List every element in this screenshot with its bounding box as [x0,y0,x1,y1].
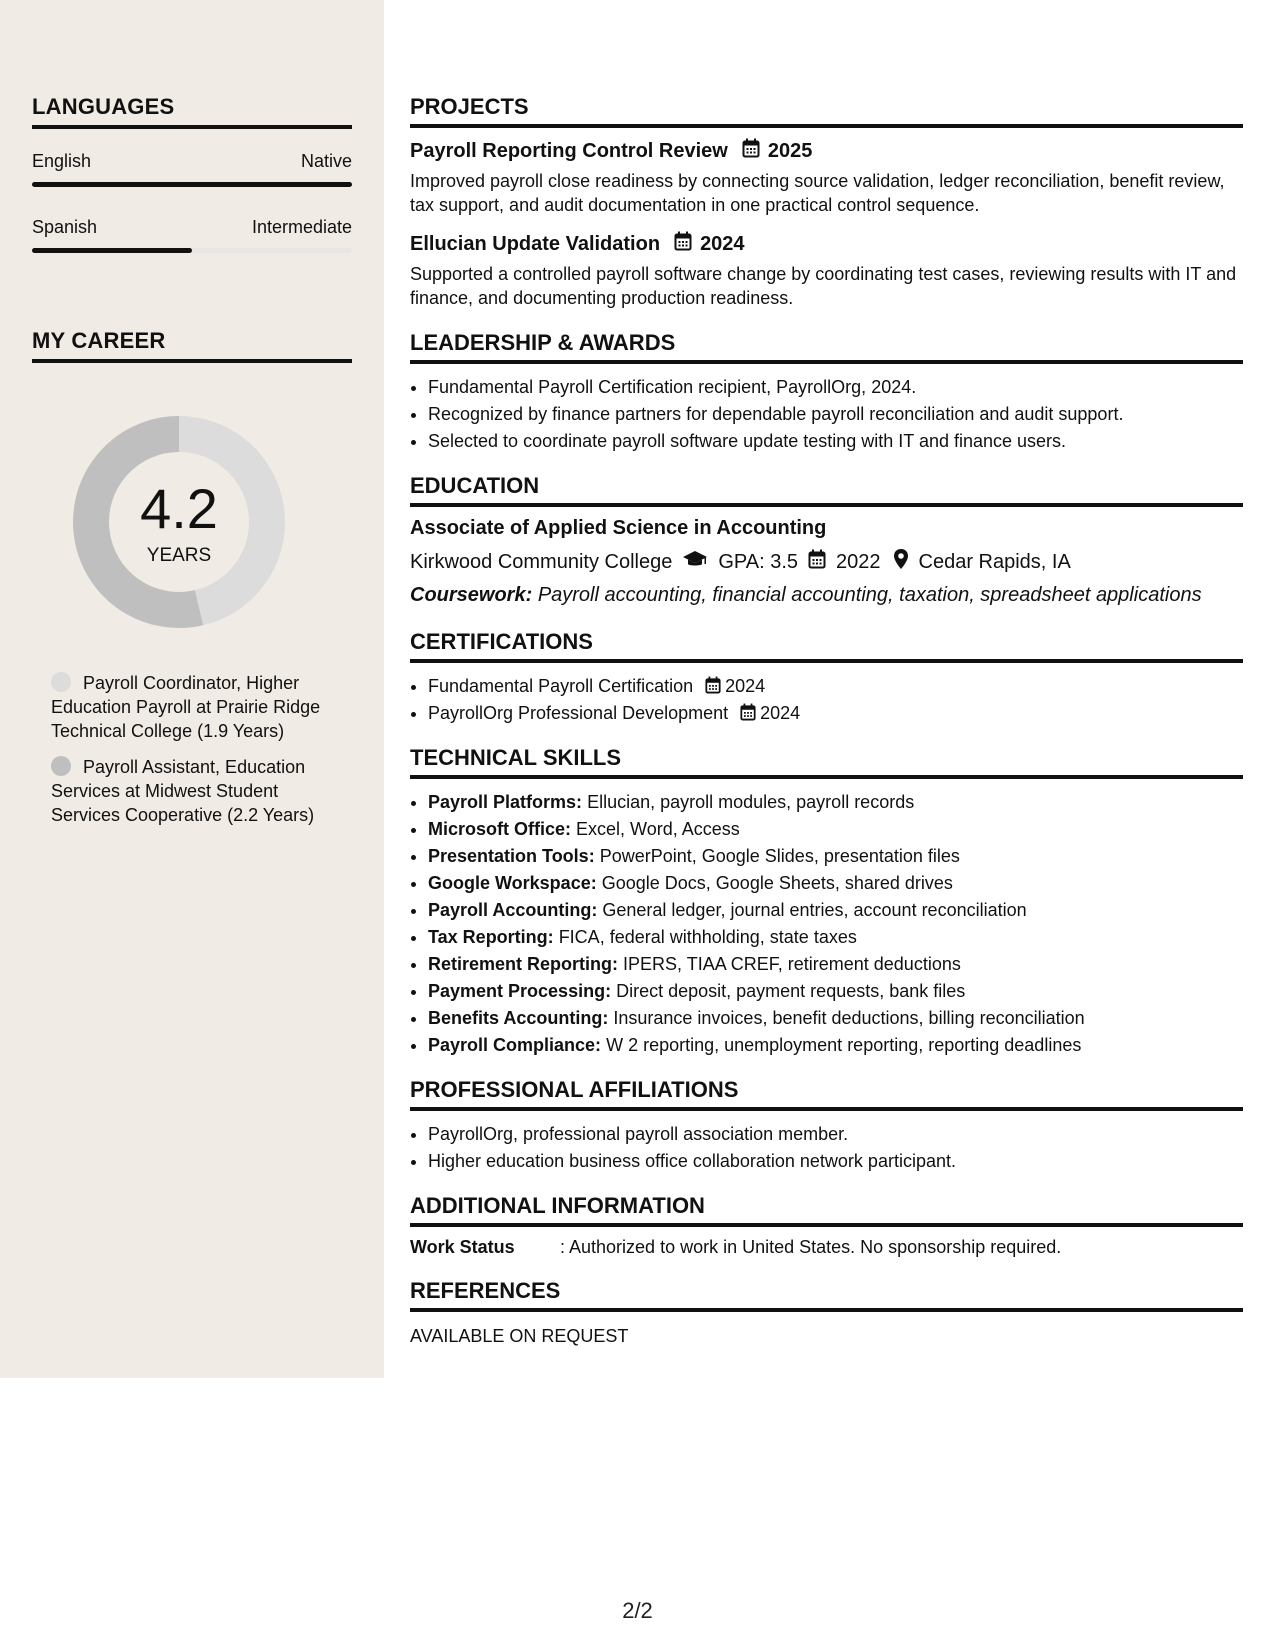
skill-value: IPERS, TIAA CREF, retirement deductions [623,954,961,974]
education-title: EDUCATION [410,473,1243,507]
language-name: Spanish [32,217,98,237]
coursework-label: Coursework: [410,584,533,606]
skill-label: Benefits Accounting: [428,1008,609,1028]
project-item [410,138,1243,217]
certification-item [428,700,1243,727]
affiliations-section [410,1077,1243,1175]
career-years-label: YEARS [146,545,212,566]
career-total-years: 4.2 [140,477,218,540]
skill-item [428,897,1243,924]
skill-item [428,951,1243,978]
language-item [32,151,352,187]
references-section [410,1278,1243,1347]
education-degree: Associate of Applied Science in Accounting [410,517,827,539]
career-legend-dot [51,672,71,692]
calendar-icon [728,700,760,727]
skills-title: TECHNICAL SKILLS [410,745,1243,779]
certifications-title: CERTIFICATIONS [410,629,1243,663]
leadership-section [410,330,1243,455]
languages-title: LANGUAGES [32,94,352,129]
work-status-value: : Authorized to work in United States. No sponsorship required. [560,1237,1062,1257]
graduation-cap-icon [672,549,718,575]
career-list [32,671,352,827]
career-donut-chart [66,409,292,635]
skill-item [428,843,1243,870]
skill-value: General ledger, journal entries, account reconciliation [602,900,1027,920]
sidebar-content [32,94,352,839]
additional-section [410,1193,1243,1258]
project-item [410,231,1243,310]
education-gpa: GPA: 3.5 [718,550,798,573]
language-proficiency-bar [32,182,352,187]
skill-label: Retirement Reporting: [428,954,619,974]
project-name: Payroll Reporting Control Review [410,139,728,162]
education-coursework [410,584,1243,607]
project-description: Improved payroll close readiness by connecting source validation, ledger reconciliation, benefit review, tax support, and audit documentation in one practical control sequence. [410,171,1225,215]
skill-value: Google Docs, Google Sheets, shared drives [601,873,953,893]
projects-section [410,94,1243,310]
career-legend-dot [51,756,71,776]
skill-value: W 2 reporting, unemployment reporting, reporting deadlines [606,1035,1082,1055]
education-section [410,473,1243,607]
skill-value: Insurance invoices, benefit deductions, billing reconciliation [613,1008,1085,1028]
location-pin-icon [881,548,919,576]
language-level: Native [300,151,352,171]
education-location: Cedar Rapids, IA [918,550,1071,573]
affiliation-item: • PayrollOrg, professional payroll association member. [428,1121,1243,1148]
skill-label: Payroll Compliance: [428,1035,602,1055]
skill-value: Ellucian, payroll modules, payroll records [587,792,915,812]
calendar-icon [798,549,836,575]
skill-value: PowerPoint, Google Slides, presentation files [599,846,960,866]
certification-item [428,673,1243,700]
career-item [51,755,352,827]
language-item [32,217,352,253]
skill-value: Direct deposit, payment requests, bank files [616,981,966,1001]
skill-value: Excel, Word, Access [576,819,740,839]
skill-item [428,870,1243,897]
certification-name: • PayrollOrg Professional Development [428,703,729,723]
coursework-text: Payroll accounting, financial accounting, taxation, spreadsheet applications [537,584,1202,606]
language-proficiency-fill [32,248,192,253]
leadership-item: • Recognized by finance partners for dependable payroll reconciliation and audit support. [428,401,1243,428]
skill-label: Payroll Platforms: [428,792,583,812]
education-year: 2022 [836,550,881,573]
calendar-icon [674,231,692,257]
leadership-title: LEADERSHIP & AWARDS [410,330,1243,364]
project-year: 2024 [700,232,745,255]
project-year: 2025 [767,139,813,162]
project-description: Supported a controlled payroll software change by coordinating test cases, reviewing results with IT and finance, and documenting production readiness. [410,264,1237,308]
main-content [410,94,1243,1361]
skill-item [428,789,1243,816]
skill-label: Payroll Accounting: [428,900,598,920]
affiliations-title: PROFESSIONAL AFFILIATIONS [410,1077,1243,1111]
career-donut-center [66,409,292,635]
skill-label: Google Workspace: [428,873,597,893]
affiliation-item: • Higher education business office collaboration network participant. [428,1148,1243,1175]
language-proficiency-fill [32,182,352,187]
skill-item [428,816,1243,843]
career-item [51,671,352,743]
skill-label: Microsoft Office: [428,819,572,839]
additional-title: ADDITIONAL INFORMATION [410,1193,1243,1227]
references-title: REFERENCES [410,1278,1243,1312]
language-level: Intermediate [251,217,352,237]
skills-section [410,745,1243,1059]
references-text: AVAILABLE ON REQUEST [410,1326,629,1346]
skill-item [428,1032,1243,1059]
sidebar [0,0,384,1378]
language-name: English [32,151,92,171]
career-item-text: Payroll Assistant, Education Services at Midwest Student Services Cooperative (2.2 Years) [51,757,315,825]
skill-item [428,978,1243,1005]
education-details [410,548,1243,576]
certification-name: • Fundamental Payroll Certification [428,676,694,696]
career-item-text: Payroll Coordinator, Higher Education Payroll at Prairie Ridge Technical College (1.9 Years) [51,673,321,741]
education-school: Kirkwood Community College [410,550,673,573]
skill-label: Payment Processing: [428,981,612,1001]
certification-year: 2024 [725,676,766,696]
career-title: MY CAREER [32,328,352,363]
skill-item [428,1005,1243,1032]
certification-year: 2024 [760,703,801,723]
leadership-item: • Fundamental Payroll Certification recipient, PayrollOrg, 2024. [428,374,1243,401]
skill-value: FICA, federal withholding, state taxes [558,927,857,947]
leadership-item: • Selected to coordinate payroll software update testing with IT and finance users. [428,428,1243,455]
language-proficiency-bar [32,248,352,253]
calendar-icon [742,138,760,164]
project-name: Ellucian Update Validation [410,232,661,255]
projects-title: PROJECTS [410,94,1243,128]
skill-item [428,924,1243,951]
work-status-label: Work Status [410,1237,515,1257]
work-status-row [410,1237,1243,1258]
certifications-section [410,629,1243,727]
calendar-icon [693,673,725,700]
skill-label: Tax Reporting: [428,927,554,947]
skill-label: Presentation Tools: [428,846,595,866]
page-number: 2/2 [622,1598,653,1623]
